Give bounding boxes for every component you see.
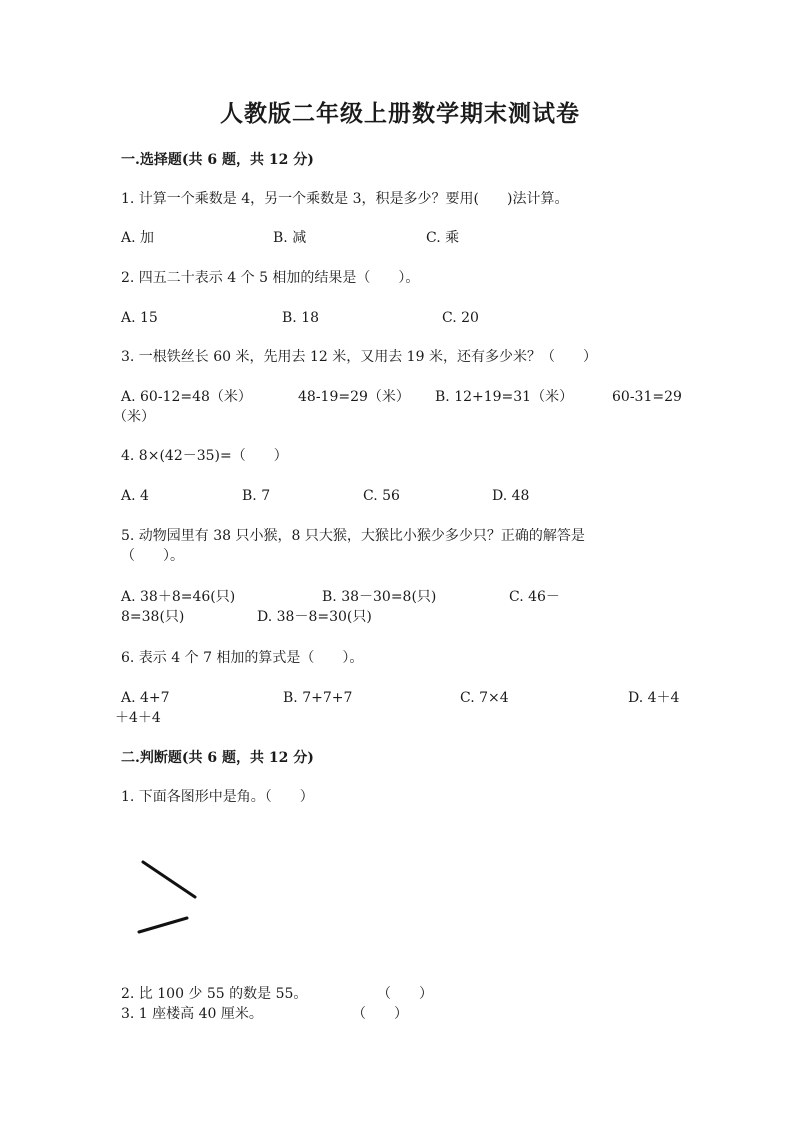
option: A. 加 (121, 230, 155, 246)
option-continuation: （米） (113, 409, 155, 425)
option: C. 20 (442, 310, 479, 326)
question-stem: 3. 一根铁丝长 60 米，先用去 12 米，又用去 19 米，还有多少米？（ ） (121, 349, 597, 365)
question-stem: 4. 8×(42－35)=（ ） (121, 448, 288, 464)
question-stem: 2. 四五二十表示 4 个 5 相加的结果是（ ）。 (121, 270, 420, 286)
option: 48-19=29（米） (298, 389, 410, 405)
option-continuation: ＋4＋4 (115, 710, 161, 726)
question-stem: 6. 表示 4 个 7 相加的算式是（ ）。 (121, 650, 364, 666)
option: B. 12+19=31（米） (435, 389, 574, 405)
option: D. 38－8=30(只) (257, 609, 372, 625)
option: C. 56 (363, 488, 400, 504)
page-title: 人教版二年级上册数学期末测试卷 (220, 100, 580, 127)
option: A. 38＋8=46(只) (121, 589, 236, 605)
angle-figure (125, 852, 215, 952)
option: B. 7 (242, 488, 271, 504)
option: C. 7×4 (460, 690, 509, 706)
option-continuation: 8=38(只) (121, 609, 185, 625)
answer-blank: （ ） (377, 986, 433, 1002)
question-stem: 2. 比 100 少 55 的数是 55。 (121, 986, 308, 1002)
option: C. 乘 (426, 230, 460, 246)
answer-blank: （ ） (352, 1006, 408, 1022)
question-stem: 1. 下面各图形中是角。（ ） (121, 789, 314, 805)
angle-ray-lower (139, 918, 187, 932)
option: B. 减 (273, 230, 307, 246)
section-heading-judgment: 二.判断题(共 6 题，共 12 分) (121, 750, 314, 766)
question-stem: 5. 动物园里有 38 只小猴，8 只大猴，大猴比小猴少多少只？正确的解答是 (121, 528, 585, 544)
angle-ray-upper (143, 862, 195, 897)
option: A. 15 (121, 310, 158, 326)
option: 60-31=29 (612, 389, 682, 405)
option: A. 4+7 (121, 690, 170, 706)
question-stem-continuation: （ ）。 (121, 548, 184, 564)
option: C. 46－ (509, 589, 560, 605)
option: D. 4＋4 (628, 690, 680, 706)
question-stem: 3. 1 座楼高 40 厘米。 (121, 1006, 263, 1022)
question-stem: 1. 计算一个乘数是 4，另一个乘数是 3，积是多少？要用( )法计算。 (121, 191, 569, 207)
option: B. 18 (282, 310, 320, 326)
option: A. 4 (121, 488, 149, 504)
option: A. 60-12=48（米） (121, 389, 252, 405)
section-heading-choice: 一.选择题(共 6 题，共 12 分) (121, 152, 314, 168)
option: B. 7+7+7 (283, 690, 353, 706)
option: B. 38－30=8(只) (322, 589, 437, 605)
option: D. 48 (492, 488, 530, 504)
